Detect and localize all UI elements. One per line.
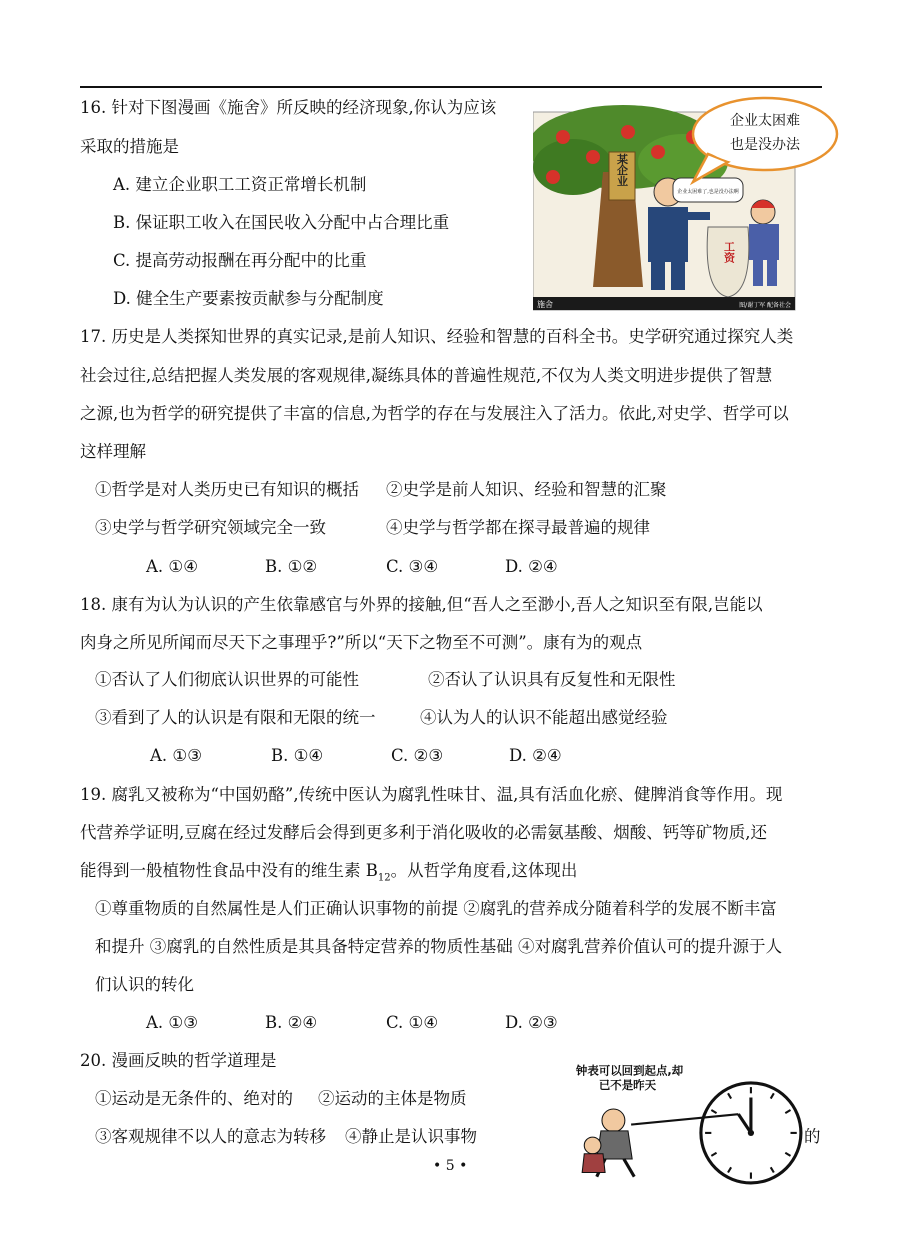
q17-statement-4: ④史学与哲学都在探寻最普遍的规律: [386, 518, 650, 537]
q17-stem-line-4: 这样理解: [80, 442, 146, 461]
q16-stem-line-1: 16. 针对下图漫画《施舍》所反映的经济现象,你认为应该: [80, 98, 497, 117]
q20-statement-1: ①运动是无条件的、绝对的: [95, 1089, 293, 1108]
q17-answer-a: A. ①④: [146, 557, 198, 576]
q18-stem-line-2: 肉身之所见所闻而尽天下之事理乎?”所以“天下之物至不可测”。康有为的观点: [80, 633, 643, 652]
q19-stem-line-3a: 能得到一般植物性食品中没有的维生素 B: [80, 861, 378, 880]
q17-statement-1: ①哲学是对人类历史已有知识的概括: [95, 480, 359, 499]
vitamin-subscript: 12: [377, 872, 391, 884]
q18-answer-a: A. ①③: [150, 746, 202, 765]
q17-stem-line-3: 之源,也为哲学的研究提供了丰富的信息,为哲学的存在与发展注入了活力。依此,对史学、哲学可以: [80, 404, 789, 423]
q20-trailing: 的: [804, 1127, 821, 1146]
q17-answer-d: D. ②④: [505, 557, 558, 576]
page-number: • 5 •: [433, 1158, 468, 1174]
sack-label: 工资: [722, 241, 736, 263]
q17-answer-c: C. ③④: [386, 557, 439, 576]
q17-stem-line-1: 17. 历史是人类探知世界的真实记录,是前人知识、经验和智慧的百科全书。史学研究通过探究人类: [80, 327, 794, 346]
q18-statement-2: ②否认了认识具有反复性和无限性: [428, 670, 676, 689]
q19-stem-line-2: 代营养学证明,豆腐在经过发酵后会得到更多利于消化吸收的必需氨基酸、烟酸、钙等矿物质,还: [80, 823, 767, 842]
q16-option-c: C. 提高劳动报酬在再分配中的比重: [113, 251, 367, 270]
q19-answer-d: D. ②③: [505, 1013, 558, 1032]
q20-statement-4: ④静止是认识事物: [345, 1127, 477, 1146]
header-rule: [80, 86, 822, 88]
q19-stem-line-1: 19. 腐乳又被称为“中国奶酪”,传统中医认为腐乳性味甘、温,具有活血化瘀、健脾消食等作用。现: [80, 785, 783, 804]
q17-answer-b: B. ①②: [265, 557, 318, 576]
q16-stem-line-2: 采取的措施是: [80, 137, 179, 156]
q19-statement-line-1: ①尊重物质的自然属性是人们正确认识事物的前提 ②腐乳的营养成分随着科学的发展不断丰富: [95, 899, 777, 918]
q19-stem-line-3: [80, 860, 577, 889]
q19-answer-a: A. ①③: [146, 1013, 198, 1032]
cartoon-caption-left: 施舍: [537, 300, 553, 309]
clock-caption-1: 钟表可以回到起点,却: [575, 1063, 684, 1078]
q17-statement-3: ③史学与哲学研究领域完全一致: [95, 518, 326, 537]
tree-label: 某企业: [615, 153, 629, 187]
q18-stem-line-1: 18. 康有为认为认识的产生依靠感官与外界的接触,但“吾人之至渺小,吾人之知识至有限,岂能以: [80, 595, 763, 614]
inner-bubble-text: 企业太困难了,也是没办法啊: [677, 189, 739, 195]
q16-option-d: D. 健全生产要素按贡献参与分配制度: [113, 289, 384, 308]
q18-answer-c: C. ②③: [391, 746, 444, 765]
clock-cartoon: [518, 1060, 838, 1185]
clock-caption-2: 已不是昨天: [598, 1078, 657, 1093]
q18-answer-b: B. ①④: [271, 746, 324, 765]
q20-statement-3: ③客观规律不以人的意志为转移: [95, 1127, 326, 1146]
q20-statement-2: ②运动的主体是物质: [318, 1089, 467, 1108]
bubble-line-1: 企业太困难: [730, 113, 800, 129]
q18-statement-4: ④认为人的认识不能超出感觉经验: [420, 708, 668, 727]
q19-statement-line-2: 和提升 ③腐乳的自然性质是其具备特定营养的物质性基础 ④对腐乳营养价值认可的提升源于人: [95, 937, 782, 956]
q16-option-b: B. 保证职工收入在国民收入分配中占合理比重: [113, 213, 450, 232]
bubble-line-2: 也是没办法: [730, 137, 800, 153]
q17-stem-line-2: 社会过往,总结把握人类发展的客观规律,凝练具体的普遍性规范,不仅为人类文明进步提供了智慧: [80, 366, 773, 385]
cartoon-caption-right: 图/谢丁军 配备社会: [739, 302, 791, 309]
q19-stem-line-3b: 。从哲学角度看,这体现出: [390, 861, 578, 880]
q16-option-a: A. 建立企业职工工资正常增长机制: [113, 175, 367, 194]
q20-stem: 20. 漫画反映的哲学道理是: [80, 1051, 277, 1070]
q18-answer-d: D. ②④: [509, 746, 562, 765]
q17-statement-2: ②史学是前人知识、经验和智慧的汇聚: [386, 480, 667, 499]
q18-statement-1: ①否认了人们彻底认识世界的可能性: [95, 670, 359, 689]
q18-statement-3: ③看到了人的认识是有限和无限的统一: [95, 708, 376, 727]
q19-answer-b: B. ②④: [265, 1013, 318, 1032]
charity-cartoon: [533, 92, 843, 312]
q19-answer-c: C. ①④: [386, 1013, 439, 1032]
q19-statement-line-3: 们认识的转化: [95, 975, 194, 994]
